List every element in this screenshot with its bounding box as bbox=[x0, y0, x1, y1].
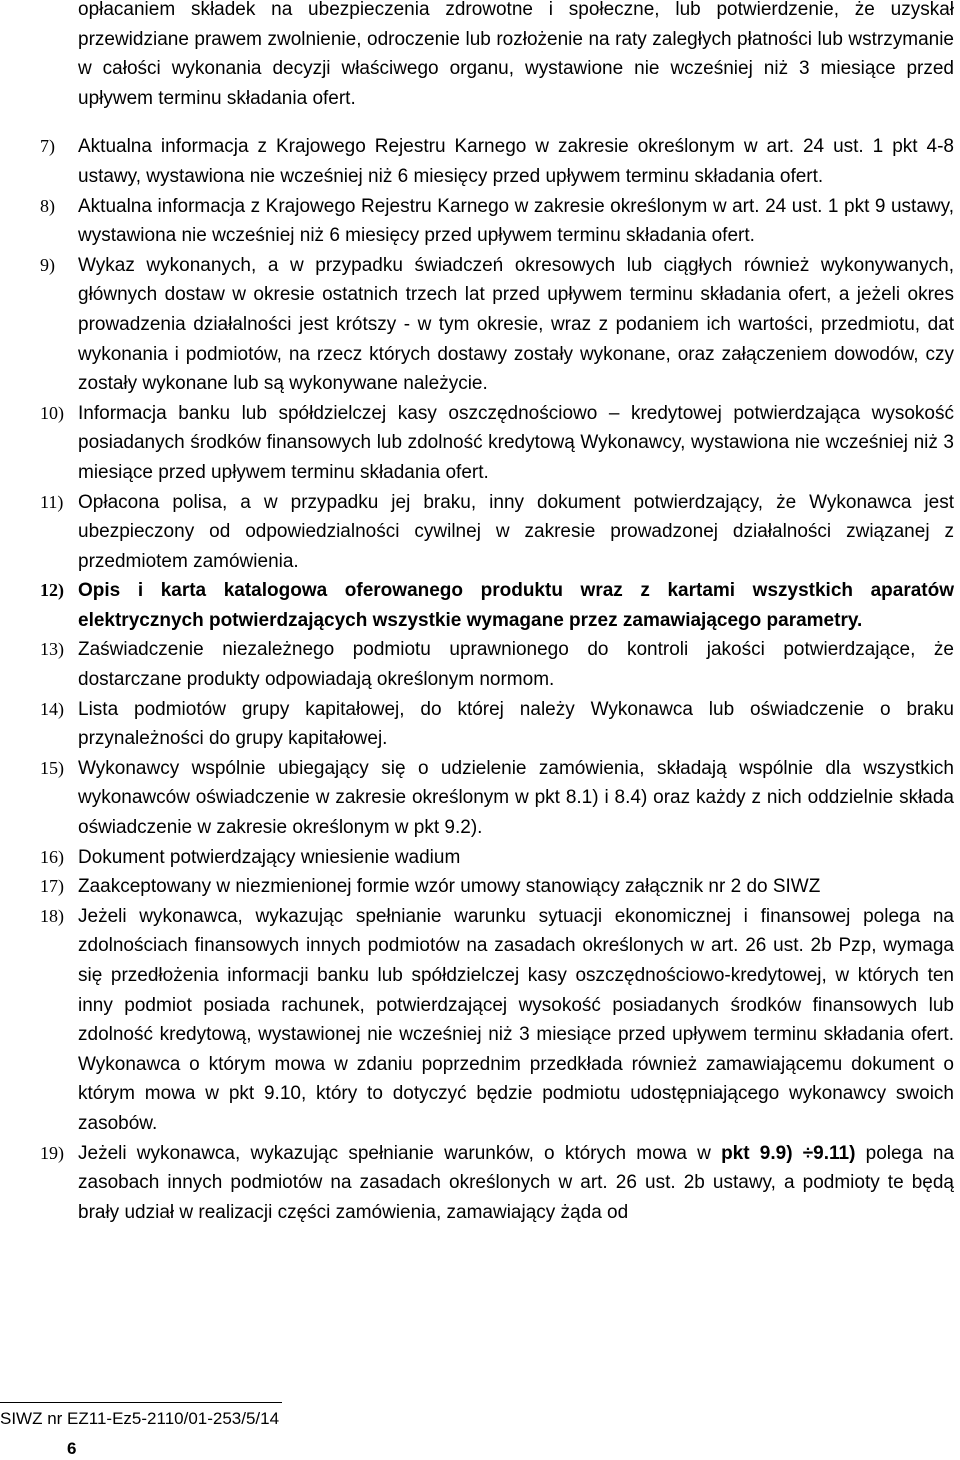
list-item-14 bbox=[0, 695, 960, 754]
list-item-18 bbox=[0, 902, 960, 1139]
item-number: 13) bbox=[40, 639, 64, 660]
list-item-15 bbox=[0, 754, 960, 843]
item-number: 16) bbox=[40, 846, 64, 867]
item-text: Zaakceptowany w niezmienionej formie wzór umowy stanowiący załącznik nr 2 do SIWZ bbox=[78, 876, 821, 898]
list-item-10 bbox=[0, 399, 960, 488]
list-item-9 bbox=[0, 251, 960, 399]
list-item-17 bbox=[0, 872, 960, 902]
item-text: Informacja banku lub spółdzielczej kasy oszczędnościowo – kredytowej potwierdzająca wysokość posiadanych środków finansowych lub zdolność kredytową Wykonawcy, wystawiona nie wcześniej niż 3 miesiące przed upływem terminu składania ofert. bbox=[78, 402, 954, 483]
list-item-19 bbox=[0, 1139, 960, 1228]
footer-document-id: SIWZ nr EZ11-Ez5-2110/01-253/5/14 bbox=[0, 1409, 280, 1428]
list-item-12 bbox=[0, 576, 960, 635]
item-number: 8) bbox=[40, 195, 55, 216]
item-number: 19) bbox=[40, 1142, 64, 1163]
list-item-11 bbox=[0, 488, 960, 577]
item-text: Lista podmiotów grupy kapitałowej, do której należy Wykonawca lub oświadczenie o braku przynależności do grupy kapitałowej. bbox=[78, 698, 954, 750]
item-text: Wykonawcy wspólnie ubiegający się o udzielenie zamówienia, składają wspólnie dla wszystkich wykonawców oświadczenie w zakresie określonym w pkt 8.1) i 8.4) oraz każdy z nich oddzielnie składa oświadczenie w zakresie określonym w pkt 9.2). bbox=[78, 757, 954, 839]
item-number: 9) bbox=[40, 254, 55, 275]
item-number: 7) bbox=[40, 136, 55, 157]
item-text: Aktualna informacja z Krajowego Rejestru Karnego w zakresie określonym w art. 24 ust. 1 pkt 4-8 ustawy, wystawiona nie wcześniej niż 6 miesięcy przed upływem terminu składania ofert. bbox=[78, 136, 954, 187]
item-number: 11) bbox=[40, 491, 64, 512]
list-item-13 bbox=[0, 635, 960, 694]
item-number: 17) bbox=[40, 876, 64, 897]
item-text-end: polega na zasobach innych podmiotów na zasadach określonych w art. 26 ust. 2b ustawy, a podmioty te będą brały udział w realizacji części zamówienia, zamawiający żąda od bbox=[78, 1142, 955, 1223]
item-text-bold-ref: pkt 9.9) ÷9.11) bbox=[721, 1142, 856, 1164]
page-number: 6 bbox=[67, 1439, 77, 1458]
list-item-16 bbox=[0, 843, 960, 873]
item-number: 15) bbox=[40, 757, 64, 778]
item-text: Dokument potwierdzający wniesienie wadium bbox=[78, 846, 461, 868]
item-text: Opłacona polisa, a w przypadku jej braku, inny dokument potwierdzający, że Wykonawca jest ubezpieczony od odpowiedzialności cywilnej w zakresie prowadzonej działalności związanej z przedmiotem zamówienia. bbox=[78, 491, 954, 572]
item-text: Zaświadczenie niezależnego podmiotu uprawnionego do kontroli jakości potwierdzające, że dostarczane produkty odpowiadają określonym normom. bbox=[78, 639, 954, 691]
item-text: Opis i karta katalogowa oferowanego produktu wraz z kartami wszystkich aparatów elektrycznych potwierdzających wszystkie wymagane przez zamawiającego parametry. bbox=[78, 580, 954, 631]
item-number: 18) bbox=[40, 905, 64, 926]
list-item-7 bbox=[0, 132, 960, 191]
list-item-8 bbox=[0, 192, 960, 251]
item-text-start: Jeżeli wykonawca, wykazując spełnianie warunków, o których mowa w bbox=[78, 1142, 722, 1164]
footer-divider bbox=[0, 1402, 282, 1403]
item-number: 12) bbox=[40, 580, 64, 601]
item-text: Wykaz wykonanych, a w przypadku świadczeń okresowych lub ciągłych również wykonywanych, głównych dostaw w okresie ostatnich trzech lat przed upływem terminu składania ofert, a jeżeli okres prowadzenia działalności jest krótszy - w tym okresie, wraz z podaniem ich wartości, przedmiotu, dat wykonania i podmiotów, na rzecz których dostawy zostały wykonane, oraz załączeniem dowodów, czy zostały wykonane lub są wykonywane należycie. bbox=[78, 254, 954, 395]
item-text: Jeżeli wykonawca, wykazując spełnianie warunku sytuacji ekonomicznej i finansowej polega na zdolnościach finansowych innych podmiotów na zasadach określonych w art. 26 ust. 2b Pzp, wymaga się przedłożenia informacji banku lub spółdzielczej kasy oszczędnościowo-kredytowej, w których ten inny podmiot posiada rachunek, potwierdzającej wysokość posiadanych środków finansowych lub zdolność kredytową, wystawionej nie wcześniej niż 3 miesiące przed upływem terminu składania ofert. Wykonawca o którym mowa w zdaniu poprzednim przedkłada również zamawiającemu dokument o którym mowa w pkt 9.10, który to dotyczyć będzie podmiotu udostępniającego wykonawcy swoich zasobów. bbox=[78, 905, 954, 1134]
continuation-paragraph: opłacaniem składek na ubezpieczenia zdrowotne i społeczne, lub potwierdzenie, że uzyskał przewidziane prawem zwolnienie, odroczenie lub rozłożenie na raty zaległych płatności lub wstrzymanie w całości wykonania decyzji właściwego organu, wystawione nie wcześniej niż 3 miesiące przed upływem terminu składania ofert. bbox=[78, 0, 954, 109]
item-number: 10) bbox=[40, 402, 64, 423]
item-text: Aktualna informacja z Krajowego Rejestru Karnego w zakresie określonym w art. 24 ust. 1 pkt 9 ustawy, wystawiona nie wcześniej niż 6 miesięcy przed upływem terminu składania ofert. bbox=[78, 195, 954, 247]
item-number: 14) bbox=[40, 698, 64, 719]
